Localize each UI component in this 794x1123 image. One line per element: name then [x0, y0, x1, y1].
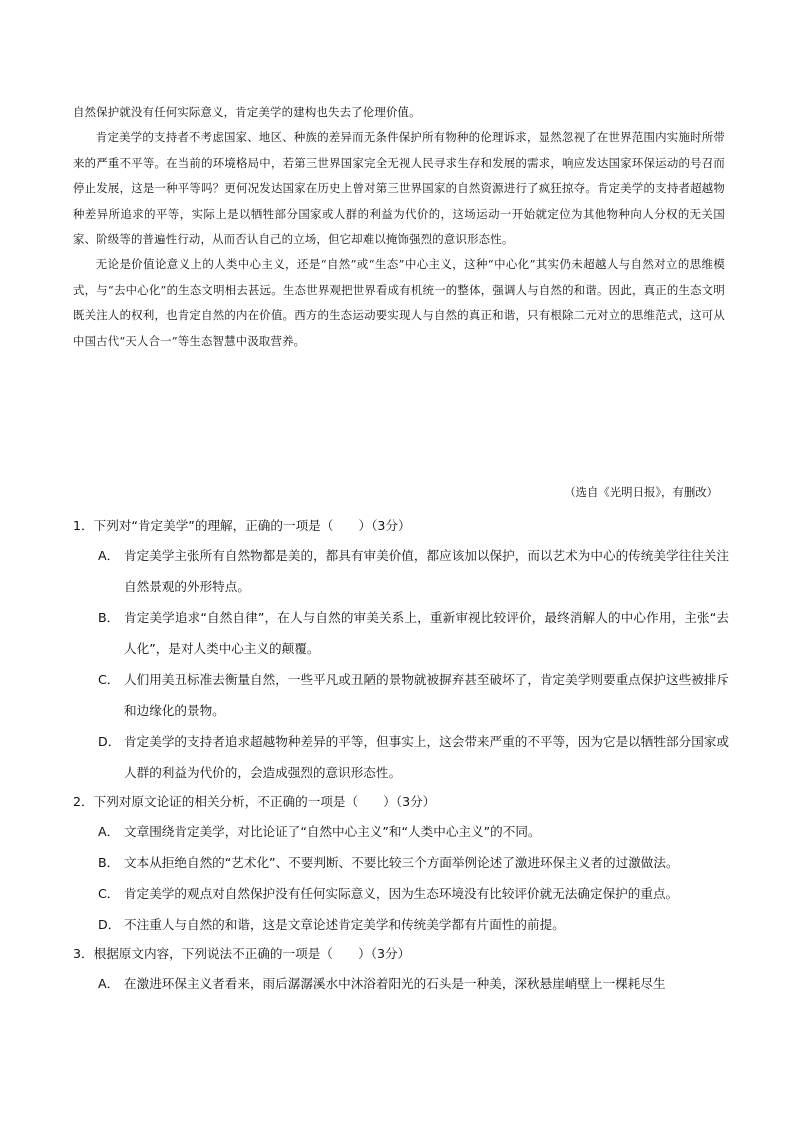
question-number: 2． — [73, 794, 94, 809]
option-letter: A． — [98, 824, 120, 839]
question-number: 1． — [73, 518, 94, 533]
question-score: （3分） — [395, 794, 436, 809]
option-letter: D． — [98, 917, 121, 932]
passage-paragraph-1: 自然保护就没有任何实际意义，肯定美学的建构也失去了伦理价值。 — [73, 105, 421, 119]
question-text: 下列对原文论证的相关分析，不正确的一项是（ ） — [93, 794, 396, 809]
question-2 — [73, 788, 729, 940]
reading-passage — [73, 100, 725, 354]
option-a — [73, 816, 729, 847]
passage-source: （选自《光明日报》，有删改） — [564, 485, 718, 499]
option-b — [73, 602, 729, 664]
question-score: （3分） — [370, 946, 411, 961]
question-1 — [73, 512, 729, 788]
option-text: 肯定美学主张所有自然物都是美的，都具有审美价值，都应该加以保护，而以艺术为中心的传统美学往往关注自然景观的外形特点。 — [124, 548, 729, 594]
question-score: （3分） — [371, 518, 411, 533]
option-c — [73, 878, 729, 909]
option-d — [73, 909, 729, 940]
question-stem — [73, 512, 729, 540]
option-letter: D． — [98, 734, 121, 749]
question-text: 根据原文内容，下列说法不正确的一项是（ ） — [93, 946, 371, 961]
question-number: 3． — [73, 946, 94, 961]
option-letter: A． — [98, 548, 120, 563]
question-stem — [73, 940, 729, 968]
option-text: 肯定美学的支持者追求超越物种差异的平等，但事实上，这会带来严重的不平等，因为它是以牺牲部分国家或人群的利益为代价的，会造成强烈的意识形态性。 — [124, 734, 729, 780]
option-text: 肯定美学的观点对自然保护没有任何实际意义，因为生态环境没有比较评价就无法确定保护的重点。 — [124, 886, 679, 901]
option-text: 肯定美学追求“自然自律”，在人与自然的审美关系上，重新审视比较评价，最终消解人的中心作用，主张“去人化”，是对人类中心主义的颠覆。 — [124, 610, 729, 656]
option-letter: B． — [98, 855, 120, 870]
question-text: 下列对“肯定美学”的理解，正确的一项是（ ） — [93, 518, 372, 533]
option-text: 不注重人与自然的和谐，这是文章论述肯定美学和传统美学都有片面性的前提。 — [124, 917, 565, 932]
option-text: 文本从拒绝自然的“艺术化”、不要判断、不要比较三个方面举例论述了激进环保主义者的过激做法。 — [124, 855, 679, 870]
option-a — [73, 540, 729, 602]
option-d — [73, 726, 729, 788]
passage-paragraph-3: 无论是价值论意义上的人类中心主义，还是“自然”或“生态”中心主义，这种“中心化”其实仍未超越人与自然对立的思维模式，与“去中心化”的生态文明相去甚远。生态世界观把世界看成有机统一的整体，强调人与自然的和谐。因此，真正的生态文明既关注人的权利，也肯定自然的内在价值。西方的生态运动要实现人与自然的真正和谐，只有根除二元对立的思维范式，这可从中国古代“天人合一”等生态智慧中汲取营养。 — [73, 257, 725, 348]
option-text: 文章围绕肯定美学，对比论证了“自然中心主义”和“人类中心主义”的不同。 — [124, 824, 541, 839]
option-b — [73, 847, 729, 878]
option-letter: A． — [98, 976, 120, 991]
passage-paragraph-2: 肯定美学的支持者不考虑国家、地区、种族的差异而无条件保护所有物种的伦理诉求，显然忽视了在世界范围内实施时所带来的严重不平等。在当前的环境格局中，若第三世界国家完全无视人民寻求生存和发展的需求，响应发达国家环保运动的号召而停止发展，这是一种平等吗？更何况发达国家在历史上曾对第三世界国家的自然资源进行了疯狂掠夺。肯定美学的支持者超越物种差异所追求的平等，实际上是以牺牲部分国家或人群的利益为代价的，这场运动一开始就定位为其他物种向人分权的无关国家、阶级等的普遍性行动，从而否认自己的立场，但它却难以掩饰强烈的意识形态性。 — [73, 130, 725, 247]
question-3 — [73, 940, 729, 999]
option-letter: C． — [98, 886, 120, 901]
option-a — [73, 968, 729, 999]
option-text: 在激进环保主义者看来，雨后潺潺溪水中沐浴着阳光的石头是一种美，深秋悬崖峭壁上一棵耗尽生 — [124, 976, 666, 991]
option-c — [73, 664, 729, 726]
option-letter: C． — [98, 672, 120, 687]
option-text: 人们用美丑标准去衡量自然，一些平凡或丑陋的景物就被摒弃甚至破坏了，肯定美学则要重点保护这些被排斥和边缘化的景物。 — [124, 672, 729, 718]
option-letter: B． — [98, 610, 120, 625]
question-stem — [73, 788, 729, 816]
question-list — [73, 512, 729, 999]
